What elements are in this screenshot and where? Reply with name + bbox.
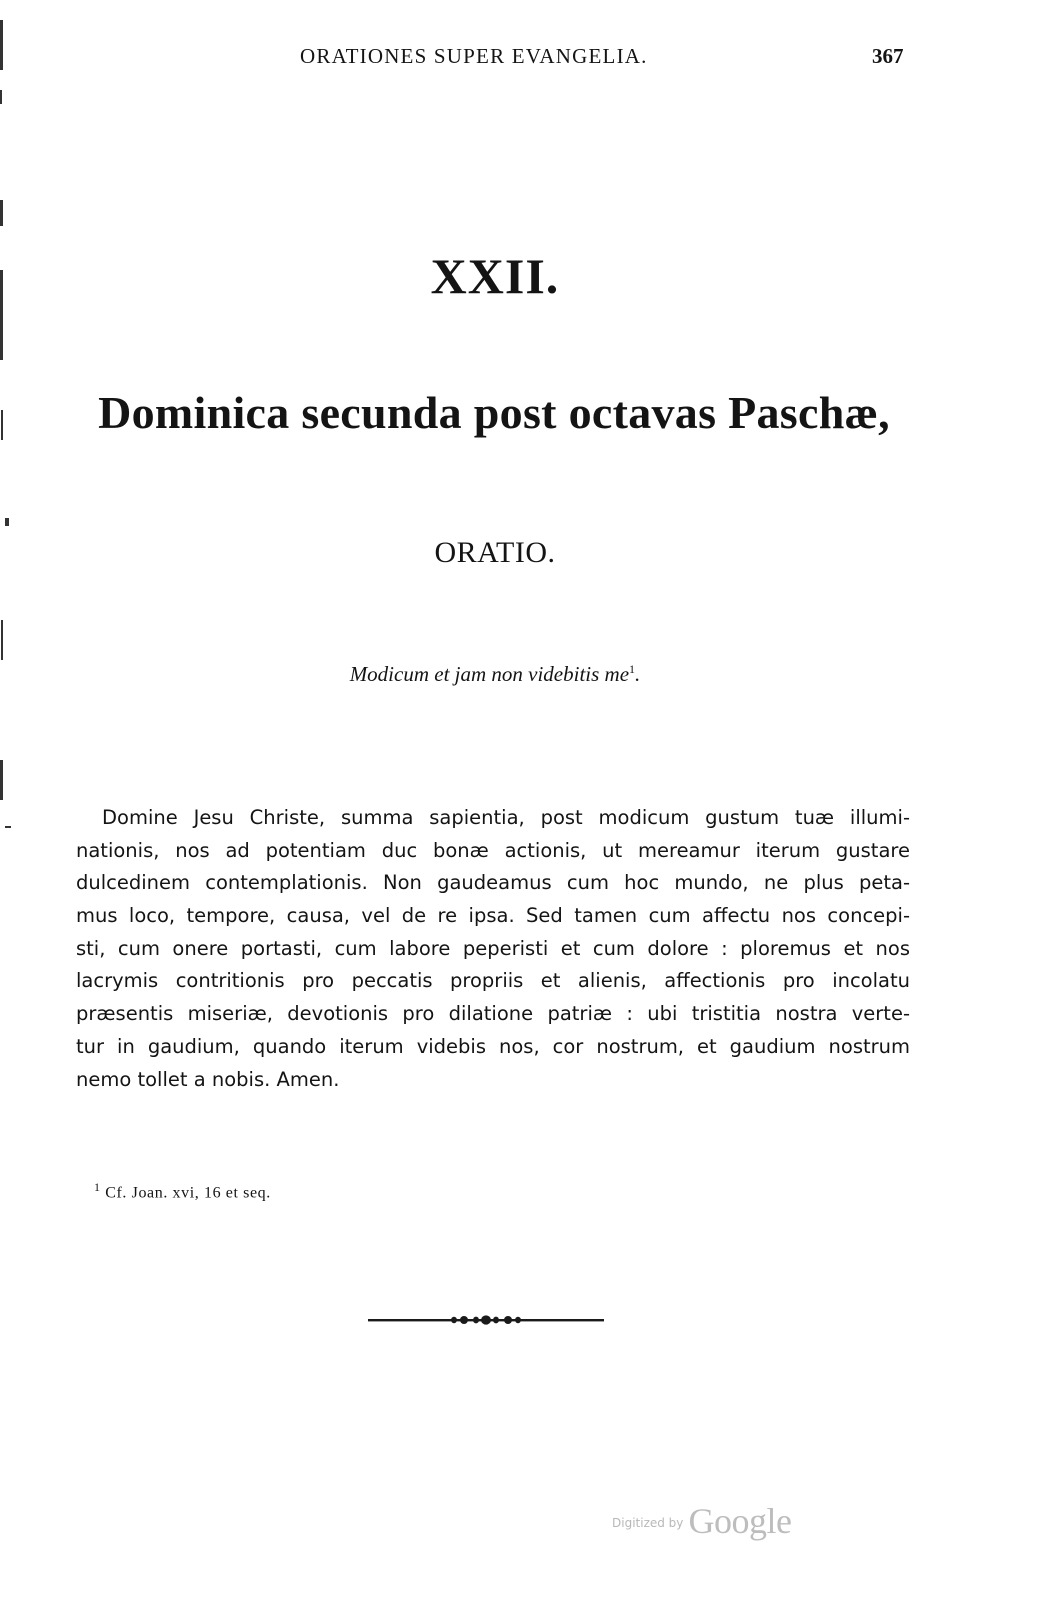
page-number: 367 bbox=[872, 44, 904, 68]
footnote-mark: 1 bbox=[94, 1180, 101, 1194]
digitization-watermark bbox=[612, 1500, 791, 1550]
prayer-line: Domine Jesu Christe, summa sapientia, post modicum gustum tuæ illumi- bbox=[102, 806, 910, 829]
google-logo: Google bbox=[688, 1501, 792, 1541]
watermark-prefix: Digitized by bbox=[612, 1516, 684, 1530]
prayer-line: mus loco, tempore, causa, vel de re ipsa. Sed tamen cum affectu nos concepi- bbox=[76, 904, 910, 928]
prayer-line: dulcedinem contemplationis. Non gaudeamus cum hoc mundo, ne plus peta- bbox=[76, 871, 910, 895]
footnote bbox=[94, 1180, 271, 1202]
prayer-text bbox=[76, 802, 910, 1096]
epigraph bbox=[0, 662, 990, 687]
chapter-title: Dominica secunda post octavas Paschæ, bbox=[98, 387, 890, 438]
prayer-line: lacrymis contritionis pro peccatis propriis et alienis, affectionis pro incolatu bbox=[76, 969, 910, 993]
epigraph-end-punctuation: . bbox=[635, 662, 641, 686]
footnote-reference[interactable]: 1 bbox=[629, 662, 636, 676]
prayer-line: præsentis miseriæ, devotionis pro dilatione patriæ : ubi tristitia nostra verte- bbox=[76, 1002, 910, 1026]
epigraph-text: Modicum et jam non videbitis me bbox=[349, 662, 630, 686]
prayer-line: tur in gaudium, quando iterum videbis nos, cor nostrum, et gaudium nostrum bbox=[76, 1034, 910, 1058]
running-head bbox=[0, 44, 1060, 74]
prayer-line: nationis, nos ad potentiam duc bonæ actionis, ut mereamur iterum gustare bbox=[76, 838, 910, 862]
chapter-numeral: XXII. bbox=[430, 248, 560, 304]
prayer-line: nemo tollet a nobis. Amen. bbox=[76, 1067, 340, 1091]
tail-piece-ornament bbox=[366, 1310, 606, 1330]
prayer-line: sti, cum onere portasti, cum labore peperisti et cum dolore : ploremus et nos bbox=[76, 936, 910, 960]
running-title: ORATIONES SUPER EVANGELIA. bbox=[300, 44, 648, 68]
section-heading: ORATIO. bbox=[434, 536, 556, 569]
footnote-text: Cf. Joan. xvi, 16 et seq. bbox=[105, 1184, 271, 1202]
scan-edge-marks bbox=[0, 0, 14, 880]
